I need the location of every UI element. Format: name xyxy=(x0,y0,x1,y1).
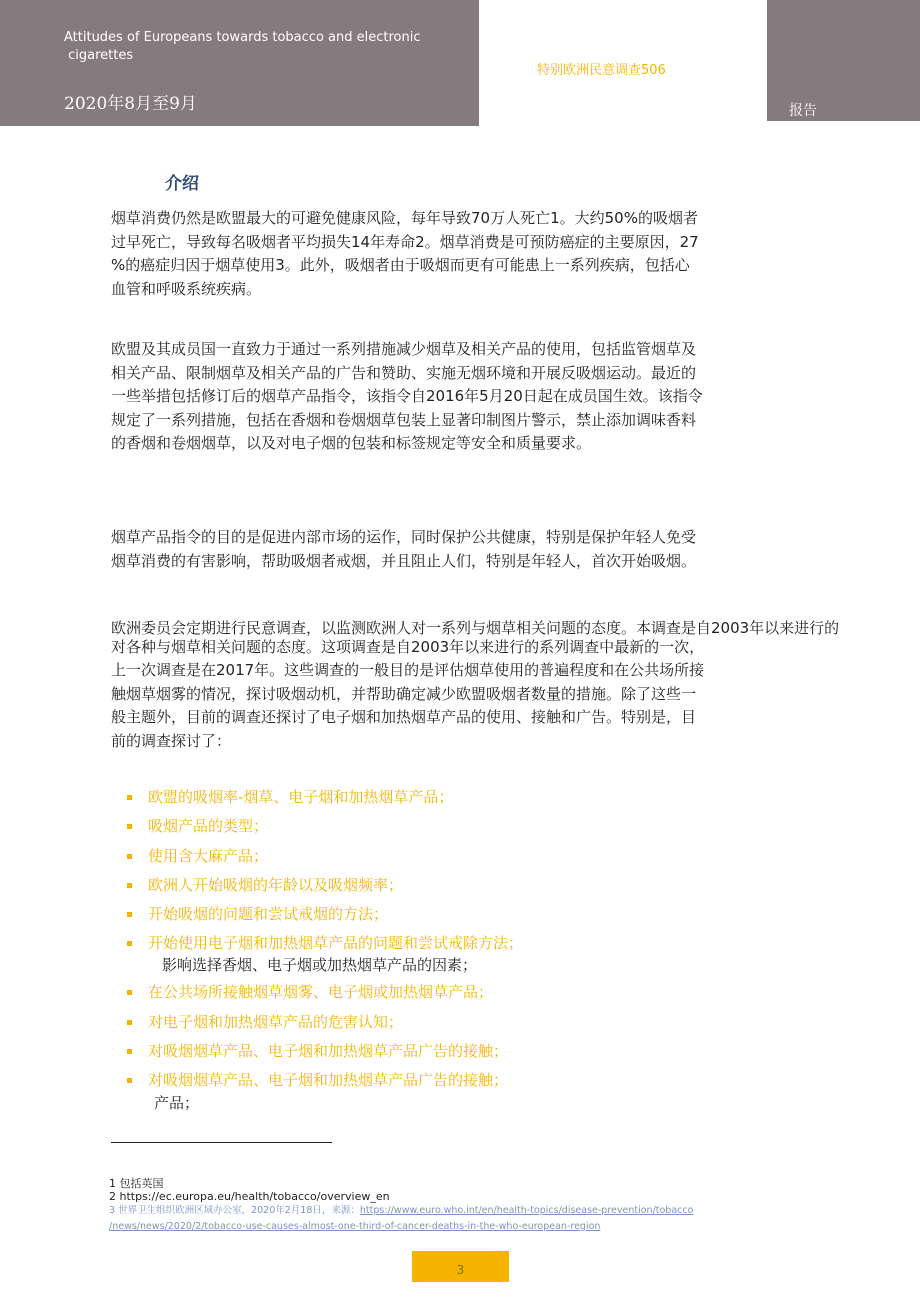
report-date: 2020年8月至9月 xyxy=(64,94,197,114)
list-item: 开始使用电子烟和加热烟草产品的问题和尝试戒除方法； xyxy=(127,932,523,981)
bullet-square-icon xyxy=(127,1020,132,1025)
survey-name: 特别欧洲民意调查506 xyxy=(537,63,666,78)
list-item: 在公共场所接触烟草烟雾、电子烟或加热烟草产品； xyxy=(127,981,523,1010)
bullet-square-icon xyxy=(127,795,132,800)
report-title xyxy=(64,29,444,65)
footnote-divider xyxy=(111,1142,332,1143)
paragraph-line: 欧洲委员会定期进行民意调查，以监测欧洲人对一系列与烟草相关问题的态度。本调查是自2003年以来进行的 xyxy=(111,619,840,637)
report-label: 报告 xyxy=(789,103,817,119)
list-item: 使用含大麻产品； xyxy=(127,845,523,874)
list-item: 对吸烟烟草产品、电子烟和加热烟草产品广告的接触； xyxy=(127,1069,523,1098)
list-item: 对吸烟烟草产品、电子烟和加热烟草产品广告的接触； xyxy=(127,1040,523,1069)
bullet-square-icon xyxy=(127,854,132,859)
paragraph-line: 一些举措包括修订后的烟草产品指令，该指令自2016年5月20日起在成员国生效。该指令 xyxy=(111,387,703,405)
paragraph-line: 上一次调查是在2017年。这些调查的一般目的是评估烟草使用的普遍程度和在公共场所接 xyxy=(111,661,705,679)
bullet-square-icon xyxy=(127,990,132,995)
footnote-1: 1 包括英国 xyxy=(109,1177,164,1190)
report-title-line-1: Attitudes of Europeans towards tobacco and electronic xyxy=(64,30,421,45)
section-title: 介绍 xyxy=(165,174,199,194)
list-item: 欧洲人开始吸烟的年龄以及吸烟频率； xyxy=(127,874,523,903)
paragraph-1 xyxy=(111,207,699,301)
paragraph-line: 欧盟及其成员国一直致力于通过一系列措施减少烟草及相关产品的使用，包括监管烟草及 xyxy=(111,340,697,358)
header-band-left xyxy=(0,0,479,126)
topic-list xyxy=(127,786,523,1099)
bullet-square-icon xyxy=(127,883,132,888)
paragraph-line: 触烟草烟雾的情况，探讨吸烟动机，并帮助确定减少欧盟吸烟者数量的措施。除了这些一 xyxy=(111,684,697,703)
list-item: 对电子烟和加热烟草产品的危害认知； xyxy=(127,1011,523,1040)
list-item: 吸烟产品的类型； xyxy=(127,815,523,844)
bullet-continuation: 产品； xyxy=(154,1094,200,1112)
paragraph-2 xyxy=(111,338,703,456)
footnote-3-link-continued[interactable]: /news/news/2020/2/tobacco-use-causes-almost-one-third-of-cancer-deaths-in-the-who-european-region xyxy=(109,1221,601,1232)
paragraph-line: 烟草消费的有害影响，帮助吸烟者戒烟，并且阻止人们，特别是年轻人，首次开始吸烟。 xyxy=(111,551,697,570)
footnote-3: 3 世界卫生组织欧洲区域办公室，2020年2月18日，来源：https://www.euro.who.int/en/health-topics/disease-prevention/tobacco xyxy=(109,1205,694,1216)
list-item: 开始吸烟的问题和尝试戒烟的方法； xyxy=(127,903,523,932)
bullet-continuation: 影响选择香烟、电子烟或加热烟草产品的因素； xyxy=(162,956,478,974)
header-band-right xyxy=(767,0,920,121)
bullet-square-icon xyxy=(127,912,132,917)
paragraph-line: 烟草消费仍然是欧盟最大的可避免健康风险，每年导致70万人死亡1。大约50%的吸烟者 xyxy=(111,209,698,227)
footnote-2: 2 https://ec.europa.eu/health/tobacco/overview_en xyxy=(109,1190,390,1203)
footnote-3-continued xyxy=(109,1219,600,1235)
paragraph-line: 前的调查探讨了： xyxy=(111,731,232,750)
bullet-square-icon xyxy=(127,941,132,946)
paragraph-line: 相关产品、限制烟草及相关产品的广告和赞助、实施无烟环境和开展反吸烟运动。最近的 xyxy=(111,363,697,382)
paragraph-line: 规定了一系列措施，包括在香烟和卷烟烟草包装上显著印制图片警示，禁止添加调味香料 xyxy=(111,410,697,429)
paragraph-line: 烟草产品指令的目的是促进内部市场的运作，同时保护公共健康，特别是保护年轻人免受 xyxy=(111,528,697,546)
paragraph-line: 般主题外，目前的调查还探讨了电子烟和加热烟草产品的使用、接触和广告。特别是，目 xyxy=(111,708,697,726)
header-band-middle xyxy=(479,0,767,126)
bullet-square-icon xyxy=(127,1049,132,1054)
paragraph-3 xyxy=(111,526,696,573)
paragraph-line: 血管和呼吸系统疾病。 xyxy=(111,279,262,298)
paragraph-line: 的香烟和卷烟烟草，以及对电子烟的包装和标签规定等安全和质量要求。 xyxy=(111,434,592,452)
paragraph-4 xyxy=(111,617,920,753)
page-number: 3 xyxy=(412,1251,509,1282)
paragraph-line: 过早死亡，导致每名吸烟者平均损失14年寿命2。烟草消费是可预防癌症的主要原因，27 xyxy=(111,232,699,251)
bullet-square-icon xyxy=(127,1078,132,1083)
paragraph-line: %的癌症归因于烟草使用3。此外，吸烟者由于吸烟而更有可能患上一系列疾病，包括心 xyxy=(111,256,690,274)
footnote-3-link[interactable]: https://www.euro.who.int/en/health-topics/disease-prevention/tobacco xyxy=(359,1205,694,1216)
bullet-square-icon xyxy=(127,824,132,829)
paragraph-line: 对各种与烟草相关问题的态度。这项调查是自2003年以来进行的系列调查中最新的一次， xyxy=(111,637,705,656)
list-item: 欧盟的吸烟率-烟草、电子烟和加热烟草产品； xyxy=(127,786,523,815)
report-title-line-2: cigarettes xyxy=(64,48,134,63)
